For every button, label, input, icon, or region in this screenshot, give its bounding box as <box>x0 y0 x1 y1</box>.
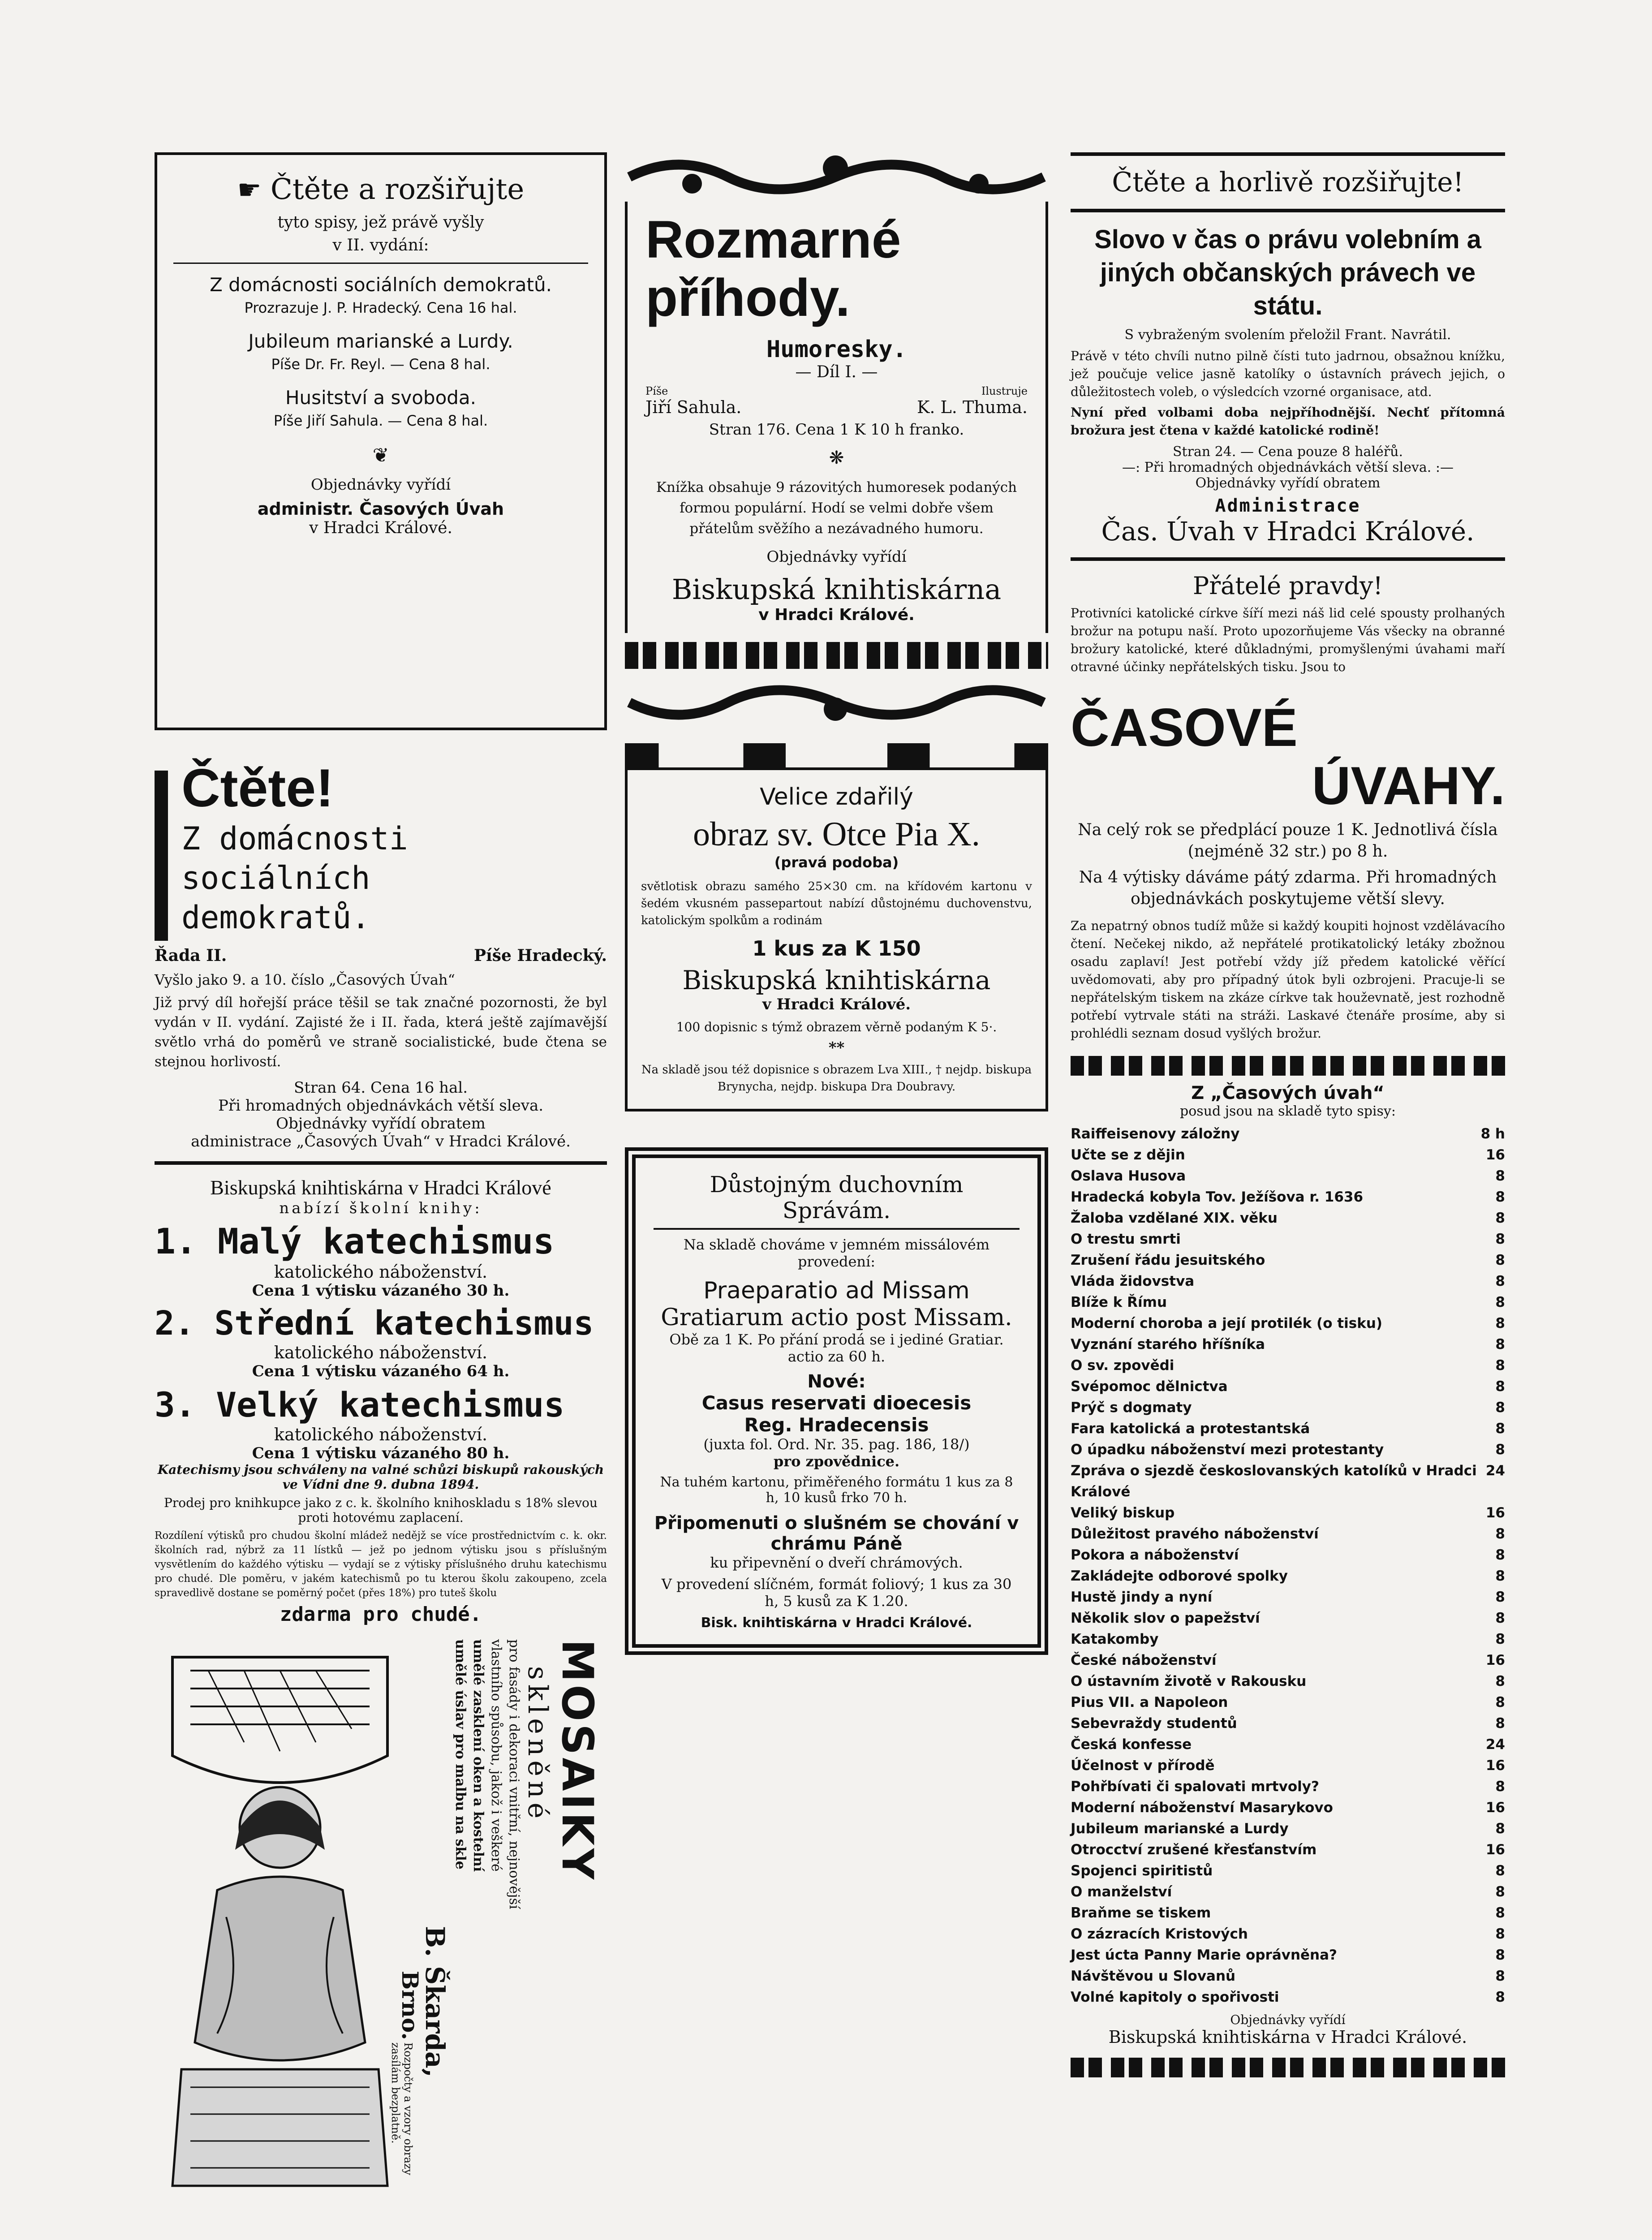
series-label: Řada II. <box>155 946 227 965</box>
maker-city: Brno. <box>397 1971 423 2040</box>
list-item-title: Česká konfesse <box>1071 1736 1192 1753</box>
book-title: 2. Střední katechismus <box>155 1304 594 1343</box>
list-item-price: 8 <box>1495 1821 1505 1837</box>
list-item-title: Oslava Husova <box>1071 1168 1186 1184</box>
ad-intro: Na skladě chováme v jemném missálovém provedení: <box>683 1236 990 1270</box>
ad-title: ÚVAHY. <box>1312 756 1505 816</box>
list-item-title: Moderní choroba a její protilék (o tisku) <box>1071 1315 1383 1331</box>
ad-ctete-a-rozsirujte <box>155 152 607 730</box>
list-item <box>1071 1818 1505 1839</box>
list-item-title: Zrušení řádu jesuitského <box>1071 1252 1265 1268</box>
list-item-price: 8 <box>1495 1968 1505 1984</box>
ornament-top <box>625 152 1048 202</box>
ad-ctete <box>155 757 607 1150</box>
ad-subtitle: Humoresky. <box>766 336 907 363</box>
list-item-price: 8 <box>1495 1694 1505 1710</box>
list-item-price: 8 <box>1495 1610 1505 1626</box>
ad-casovych-uvah-list <box>1071 1083 1505 2047</box>
list-item-price: 8 <box>1495 1378 1505 1395</box>
list-item <box>1071 1713 1505 1734</box>
list-item-price: 8 <box>1495 1884 1505 1900</box>
note: Rozdílení výtisků pro chudou školní mládež nedějž se více prostřednictvím c. k. okr. školních rad, nýbrž za 11 lístků — jež po jednom výtisku jsou s příslušným vysvětlením do každého výtisku — vydají se z výtisky příslušného druhu katechismu pro chudé. Dle poměru, v jakém katechismů po tu kterou školu zakoupeno, zcela spravedlivě dostane se poměrný počet (přes 18%) pro tuteš školu <box>155 1530 607 1599</box>
list-item <box>1071 1755 1505 1776</box>
list-item-price: 8 <box>1495 1400 1505 1416</box>
price: 1 kus za K 150 <box>752 936 921 961</box>
list-item-title: Hustě jindy a nyní <box>1071 1589 1213 1605</box>
ad-title: Důstojným duchovním Správám. <box>654 1172 1020 1230</box>
list-item-price: 16 <box>1485 1147 1505 1163</box>
list-item <box>1071 1271 1505 1292</box>
bulk-note: —: Při hromadných objednávkách větší sleva. :— <box>1122 460 1454 475</box>
ornament-icon: ❋ <box>829 448 844 468</box>
list-item-title: O úpadku náboženství mezi protestanty <box>1071 1442 1384 1458</box>
list-item-price: 8 <box>1495 1673 1505 1689</box>
list-item <box>1071 1250 1505 1271</box>
ad-text: Právě v této chvíli nutno pilně čísti tuto jadrnou, obsažnou knížku, jež poučuje velice jasně katolíky o ústavních právech jejich, o důležitostech voleb, o výsledcích vzorné organisace, atd. <box>1071 349 1505 399</box>
list-item-title: Učte se z dějin <box>1071 1147 1185 1163</box>
list-item <box>1071 1566 1505 1587</box>
list-item <box>1071 1797 1505 1818</box>
list-item <box>1071 1166 1505 1187</box>
remind-line: ku připevnění o dveří chrámových. <box>710 1554 963 1571</box>
list-item <box>1071 1987 1505 2008</box>
list-item-price: 8 <box>1495 1631 1505 1647</box>
more-note: Na skladě jsou též dopisnice s obrazem Lva XIII., † nejdp. biskupa Brynycha, nejdp. biskupa Dra Doubravy. <box>641 1063 1032 1094</box>
list-item-title: Důležitost pravého náboženství <box>1071 1526 1319 1542</box>
list-item-price: 8 <box>1495 1189 1505 1205</box>
list-item <box>1071 1629 1505 1650</box>
list-item <box>1071 1608 1505 1629</box>
list-item-title: Jest úcta Panny Marie oprávněna? <box>1071 1947 1338 1963</box>
new-label: Nové: <box>807 1371 866 1392</box>
ad-subtitle: v II. vydání: <box>332 236 429 254</box>
list-item-title: Volné kapitoly o spořivosti <box>1071 1989 1279 2005</box>
list-item <box>1071 1418 1505 1439</box>
list-item-title: Žaloba vzdělané XIX. věku <box>1071 1210 1278 1226</box>
list-item-price: 8 <box>1495 1421 1505 1437</box>
ad-line: umělé zasklení oken a kostelní <box>470 1639 486 1872</box>
publisher-city: v Hradci Králové. <box>762 995 911 1013</box>
list-item-title: Raiffeisenovy záložny <box>1071 1126 1240 1142</box>
list-item <box>1071 1145 1505 1166</box>
list-item-title: Pohřbívati či spalovati mrtvoly? <box>1071 1779 1319 1795</box>
list-item-title: Zakládejte odborové spolky <box>1071 1568 1288 1584</box>
product-2: Gratiarum actio post Missam. <box>661 1304 1012 1331</box>
price: Stran 176. Cena 1 K 10 h franko. <box>709 421 964 439</box>
list-item <box>1071 1376 1505 1397</box>
ad-subtitle: skleněné <box>522 1666 553 1823</box>
ad-line: pro fasády i dekoraci vnitřní, nejnovější <box>506 1639 522 1909</box>
list-item <box>1071 1671 1505 1692</box>
ornament-band <box>1071 2058 1505 2077</box>
publisher-name: Biskupská knihtiskárna v Hradci Králové. <box>1108 2027 1467 2047</box>
list-item-price: 8 <box>1495 1315 1505 1331</box>
column-1 <box>155 152 607 2195</box>
ad-title: Přátelé pravdy! <box>1192 572 1383 600</box>
admin-name: Čas. Úvah v Hradci Králové. <box>1101 516 1475 547</box>
list-item-title: Účelnost v přírodě <box>1071 1758 1215 1774</box>
list-item <box>1071 1903 1505 1924</box>
list-item <box>1071 1945 1505 1966</box>
list-item-title: Vyznání starého hříšníka <box>1071 1336 1265 1353</box>
ad-subtitle: tyto spisy, jež právě vyšly <box>277 213 484 232</box>
admin-label: Administrace <box>1215 495 1361 516</box>
list-item-title: Braňme se tiskem <box>1071 1905 1211 1921</box>
bulk-note: Při hromadných objednávkách větší sleva. <box>218 1097 544 1115</box>
ad-mosaiky <box>155 1639 607 2195</box>
list-item-price: 16 <box>1485 1505 1505 1521</box>
book-title: 3. Velký katechismus <box>155 1385 565 1425</box>
book-detail: Píše Jiří Sahula. — Cena 8 hal. <box>273 412 488 429</box>
list-item-price: 8 <box>1495 1357 1505 1374</box>
list-item <box>1071 1861 1505 1882</box>
book-title: Z domácnosti sociálních demokratů. <box>210 274 552 296</box>
ad-rozmarne-prihody <box>625 202 1048 633</box>
book-title: 1. Malý katechismus <box>155 1222 555 1262</box>
list-item <box>1071 1966 1505 1987</box>
book-sub: katolického náboženství. <box>274 1262 488 1282</box>
list-item-price: 8 h <box>1480 1126 1505 1142</box>
list-item-price: 24 <box>1485 1736 1505 1753</box>
publisher-name: Biskupská knihtiskárna <box>671 573 1002 606</box>
list-item-price: 16 <box>1485 1800 1505 1816</box>
list-item <box>1071 1334 1505 1355</box>
part-label: — Díl I. — <box>795 363 878 381</box>
list-item <box>1071 1924 1505 1945</box>
admin-city: v Hradci Králové. <box>309 519 452 537</box>
list-title: Z „Časových úvah“ <box>1191 1083 1385 1103</box>
list-item <box>1071 1503 1505 1524</box>
order-note: Objednávky vyřídí obratem <box>1195 475 1381 491</box>
ad-text: Za nepatrný obnos tudíž může si každý koupiti hojnost vzdělávacího čtení. Nečekej nikdo, až nepřátelé protikatolický letáky zbožnou osadu zaplaví! Jest potřebí vždy jíž předem katolické věřící uvědomovati, aby pro případný útok byli ozbrojeni. Pracuje-li se nepřátelským tiskem na zkáze církve tak houževnatě, jest rozhodně potřebí vytrvale státi na stráži. Laskavé čtenáře prosíme, aby si prohlédli seznam dosud vyšlých brožur. <box>1071 918 1505 1041</box>
list-item-title: Veliký biskup <box>1071 1505 1175 1521</box>
list-item-title: Svépomoc dělnictva <box>1071 1378 1228 1395</box>
admin-name: administrace „Časových Úvah“ v Hradci Králové. <box>191 1133 571 1150</box>
list-item <box>1071 1208 1505 1229</box>
translator: S vybraženým svolením přeložil Frant. Navrátil. <box>1124 327 1451 343</box>
remind-line: Připomenuti o slušném se chování v chrámu Páně <box>654 1513 1019 1554</box>
list-item <box>1071 1650 1505 1671</box>
order-note: Objednávky vyřídí <box>310 476 451 494</box>
list-item-price: 8 <box>1495 1715 1505 1732</box>
list-item <box>1071 1776 1505 1797</box>
book-detail: Píše Dr. Fr. Reyl. — Cena 8 hal. <box>271 356 490 373</box>
book-sub: katolického náboženství. <box>274 1425 488 1444</box>
author-label: Píše <box>645 385 668 397</box>
note: Katechismy jsou schváleny na valné schůzi biskupů rakouských ve Vídni dne 9. dubna 1894. <box>157 1462 604 1492</box>
list-item <box>1071 1882 1505 1903</box>
ad-text: Vyšlo jako 9. a 10. číslo „Časových Úvah“ <box>155 971 455 988</box>
list-item-price: 16 <box>1485 1652 1505 1668</box>
price: Stran 24. — Cena pouze 8 haléřů. <box>1173 444 1403 460</box>
list-item-price: 8 <box>1495 1779 1505 1795</box>
maker-name: B. Škarda, <box>420 1926 450 2077</box>
list-item-price: 8 <box>1495 1168 1505 1184</box>
order-note: Objednávky vyřídí <box>1230 2012 1346 2027</box>
list-item <box>1071 1439 1505 1460</box>
ad-subtitle: Z domácnosti sociálních demokratů. <box>181 820 408 936</box>
list-item-title: Pokora a náboženství <box>1071 1547 1239 1563</box>
list-item <box>1071 1734 1505 1755</box>
list-item-title: České náboženství <box>1071 1652 1217 1668</box>
casus-line: (juxta fol. Ord. Nr. 35. pag. 186, 18/) <box>703 1436 970 1453</box>
list-item-title: Fara katolická a protestantská <box>1071 1421 1310 1437</box>
list-item <box>1071 1545 1505 1566</box>
list-item-title: Moderní náboženství Masarykovo <box>1071 1800 1333 1816</box>
book-price: Cena 1 výtisku vázaného 80 h. <box>252 1444 510 1462</box>
book-detail: Prozrazuje J. P. Hradecký. Cena 16 hal. <box>244 299 517 316</box>
list-item-title: Blíže k Římu <box>1071 1294 1167 1310</box>
list-item <box>1071 1355 1505 1376</box>
column-3 <box>1071 152 1505 2077</box>
list-item-price: 8 <box>1495 1336 1505 1353</box>
ad-lead: Velice zdařilý <box>760 784 913 810</box>
casus-line: Reg. Hradecensis <box>744 1414 929 1436</box>
list-item-title: Několik slov o papežství <box>1071 1610 1260 1626</box>
list-item-title: Pius VII. a Napoleon <box>1071 1694 1228 1710</box>
ad-text: Knížka obsahuje 9 rázovitých humoresek podaných formou populární. Hodí se velmi dobře všem přátelům svěžího a nezávadného humoru. <box>656 479 1017 537</box>
list-item-price: 8 <box>1495 1273 1505 1289</box>
stars: ** <box>828 1039 845 1057</box>
list-item-title: Spojenci spiritistů <box>1071 1863 1213 1879</box>
ad-title: Slovo v čas o právu volebním a jiných občanských právech ve státu. <box>1094 225 1481 320</box>
author-label: Píše Hradecký. <box>473 946 607 965</box>
list-item-price: 24 <box>1485 1463 1505 1479</box>
casus-line: Na tuhém kartonu, přiměřeného formátu 1 kus za 8 h, 10 kusů frko 70 h. <box>660 1474 1013 1506</box>
ad-header: Čtěte a horlivě rozšiřujte! <box>1112 167 1464 198</box>
ad-note: (pravá podoba) <box>774 854 899 871</box>
footer-note: Rozpočty a vzory obrazy zasílám bezplatně. <box>389 2042 414 2175</box>
list-item-title: Katakomby <box>1071 1631 1159 1647</box>
list-item-price: 8 <box>1495 1526 1505 1542</box>
ad-text: Na 4 výtisky dáváme pátý zdarma. Při hromadných objednávkách poskytujeme větší slevy. <box>1079 868 1497 908</box>
order-note: Objednávky vyřídí <box>766 548 907 566</box>
list-item-price: 8 <box>1495 1442 1505 1458</box>
ad-line: vlastního spůsobu, jakož i veškeré <box>488 1639 504 1872</box>
ad-text: Již prvý díl hořejší práce těšil se tak značné pozornosti, že byl vydán v II. vydání. Zajisté že i II. řada, která ještě zajímavější světlo vrhá do poměrů ve straně socialistické, bude čtena se stejnou horlivostí. <box>155 995 607 1070</box>
casus-line: Casus reservati dioecesis <box>701 1392 972 1414</box>
list-item-price: 8 <box>1495 1231 1505 1247</box>
publisher-name: Bisk. knihtiskárna v Hradci Králové. <box>701 1615 972 1631</box>
offer-note: nabízí školní knihy: <box>279 1199 482 1217</box>
admin-name: administr. Časových Úvah <box>257 499 504 519</box>
publisher-city: v Hradci Králové. <box>758 606 915 624</box>
product-1: Praeparatio ad Missam <box>703 1277 970 1304</box>
list-item-title: Otrocctví zrušené křesťanstvím <box>1071 1842 1317 1858</box>
list-item-price: 8 <box>1495 1926 1505 1942</box>
list-item-title: O sv. zpovědi <box>1071 1357 1174 1374</box>
list-item-title: O manželství <box>1071 1884 1172 1900</box>
book-price: Cena 1 výtisku vázaného 64 h. <box>252 1362 510 1380</box>
ad-title: obraz sv. Otce Pia X. <box>693 815 980 853</box>
ad-text: Protivníci katolické církve šíří mezi náš lid celé spousty prolhaných brožur na potupu naší. Proto upozorňujeme Vás všecky na obranné brožury katolické, které důkladnými, promyšlenými úvahami maří otravné účinky nepřátelských tisku. Jsou to <box>1071 606 1505 674</box>
ad-title: MOSAIKY <box>552 1639 602 1882</box>
list-item <box>1071 1229 1505 1250</box>
list-item-price: 8 <box>1495 1905 1505 1921</box>
woman-mosaic-illustration <box>155 1639 405 2195</box>
list-item-title: O trestu smrti <box>1071 1231 1181 1247</box>
list-item-price: 8 <box>1495 1294 1505 1310</box>
ornament-band <box>1071 1056 1505 1076</box>
ad-title: Rozmarné příhody. <box>645 210 901 327</box>
list-item <box>1071 1313 1505 1334</box>
price: Stran 64. Cena 16 hal. <box>293 1079 468 1097</box>
order-note: Objednávky vyřídí obratem <box>276 1115 486 1133</box>
ad-title: Čtěte! <box>181 758 334 818</box>
remind-line: V provedení slíčném, formát foliový; 1 kus za 30 h, 5 kusů za K 1.20. <box>661 1576 1012 1610</box>
list-item-price: 8 <box>1495 1989 1505 2005</box>
list-item <box>1071 1397 1505 1418</box>
list-item-title: Sebevraždy studentů <box>1071 1715 1237 1732</box>
list-item-price: 8 <box>1495 1252 1505 1268</box>
note: Prodej pro knihkupce jako z c. k. školního knihoskladu s 18% slevou proti hotovému zaplacení. <box>164 1495 598 1525</box>
list-item <box>1071 1839 1505 1861</box>
list-item-price: 16 <box>1485 1842 1505 1858</box>
list-item <box>1071 1187 1505 1208</box>
book-price: Cena 1 výtisku vázaného 30 h. <box>252 1282 510 1300</box>
list-item-title: Návštěvou u Slovanů <box>1071 1968 1236 1984</box>
ad-katechismus <box>155 1176 607 1626</box>
list-item-title: Hradecká kobyla Tov. Ježíšova r. 1636 <box>1071 1189 1364 1205</box>
ornament-icon: ❦ <box>372 444 389 467</box>
list-sub: posud jsou na skladě tyto spisy: <box>1180 1103 1396 1119</box>
ad-obraz-pia <box>625 767 1048 1111</box>
column-2 <box>625 152 1048 1655</box>
list-item-price: 8 <box>1495 1589 1505 1605</box>
list-item <box>1071 1692 1505 1713</box>
ad-text: Nyní před volbami doba nejpříhodnější. Nechť přítomná brožura jest čtena v každé katolické rodině! <box>1071 405 1505 438</box>
list-item-price: 8 <box>1495 1547 1505 1563</box>
list-item-price: 8 <box>1495 1210 1505 1226</box>
list-item-price: 8 <box>1495 1863 1505 1879</box>
book-list <box>1071 1124 1505 2008</box>
list-item-title: Vláda židovstva <box>1071 1273 1195 1289</box>
list-item-price: 16 <box>1485 1758 1505 1774</box>
author-name: Jiří Sahula. <box>645 397 742 417</box>
pointing-hand-icon: ☛ <box>237 174 262 206</box>
book-title: Jubileum marianské a Lurdy. <box>248 330 513 352</box>
publisher-header: Biskupská knihtiskárna v Hradci Králové <box>210 1176 551 1199</box>
list-item-title: Prýč s dogmaty <box>1071 1400 1192 1416</box>
list-item <box>1071 1524 1505 1545</box>
ad-casove-uvahy <box>1071 698 1505 1042</box>
list-item-title: O zázracích Kristových <box>1071 1926 1248 1942</box>
list-item-title: Jubileum marianské a Lurdy <box>1071 1821 1289 1837</box>
casus-line: pro zpovědnice. <box>773 1453 900 1470</box>
ad-text: Na celý rok se předplácí pouze 1 K. Jednotlivá čísla (nejméně 32 str.) po 8 h. <box>1078 821 1498 861</box>
list-item-title: Zpráva o sjezdě českoslovanských katolíků v Hradci Králové <box>1071 1463 1477 1500</box>
list-item-title: O ústavním životě v Rakousku <box>1071 1673 1307 1689</box>
free-note: zdarma pro chudé. <box>280 1603 482 1626</box>
postcards-note: 100 dopisnic s týmž obrazem věrně podaným K 5·. <box>676 1020 997 1034</box>
offer-note: Obě za 1 K. Po přání prodá se i jediné Gratiar. actio za 60 h. <box>669 1331 1004 1365</box>
list-item <box>1071 1460 1505 1503</box>
list-item <box>1071 1587 1505 1608</box>
list-item-price: 8 <box>1495 1568 1505 1584</box>
top-bars <box>625 743 1048 770</box>
ad-title: ČASOVÉ <box>1071 698 1298 758</box>
exclamation-bar <box>155 771 168 941</box>
list-item-price: 8 <box>1495 1947 1505 1963</box>
list-item <box>1071 1124 1505 1145</box>
ornament-bottom <box>625 678 1048 727</box>
ad-line: umělé úslav pro malbu na skle <box>452 1639 468 1870</box>
ad-text: světlotisk obrazu samého 25×30 cm. na křídovém kartonu v šedém vkusném passepartout nabízí důstojnému duchovenstvu, katolickým spolkům a rodinám <box>641 880 1032 927</box>
illustrator-label: Ilustruje <box>981 385 1028 397</box>
ad-dustojnym-spravam <box>625 1147 1048 1655</box>
list-item <box>1071 1292 1505 1313</box>
publisher-name: Biskupská knihtiskárna <box>682 965 991 995</box>
ad-header: Čtěte a rozšiřujte <box>270 173 525 206</box>
illustrator-name: K. L. Thuma. <box>917 397 1028 417</box>
book-title: Husitství a svoboda. <box>285 387 477 409</box>
ornament-band <box>625 642 1048 669</box>
book-sub: katolického náboženství. <box>274 1343 488 1362</box>
